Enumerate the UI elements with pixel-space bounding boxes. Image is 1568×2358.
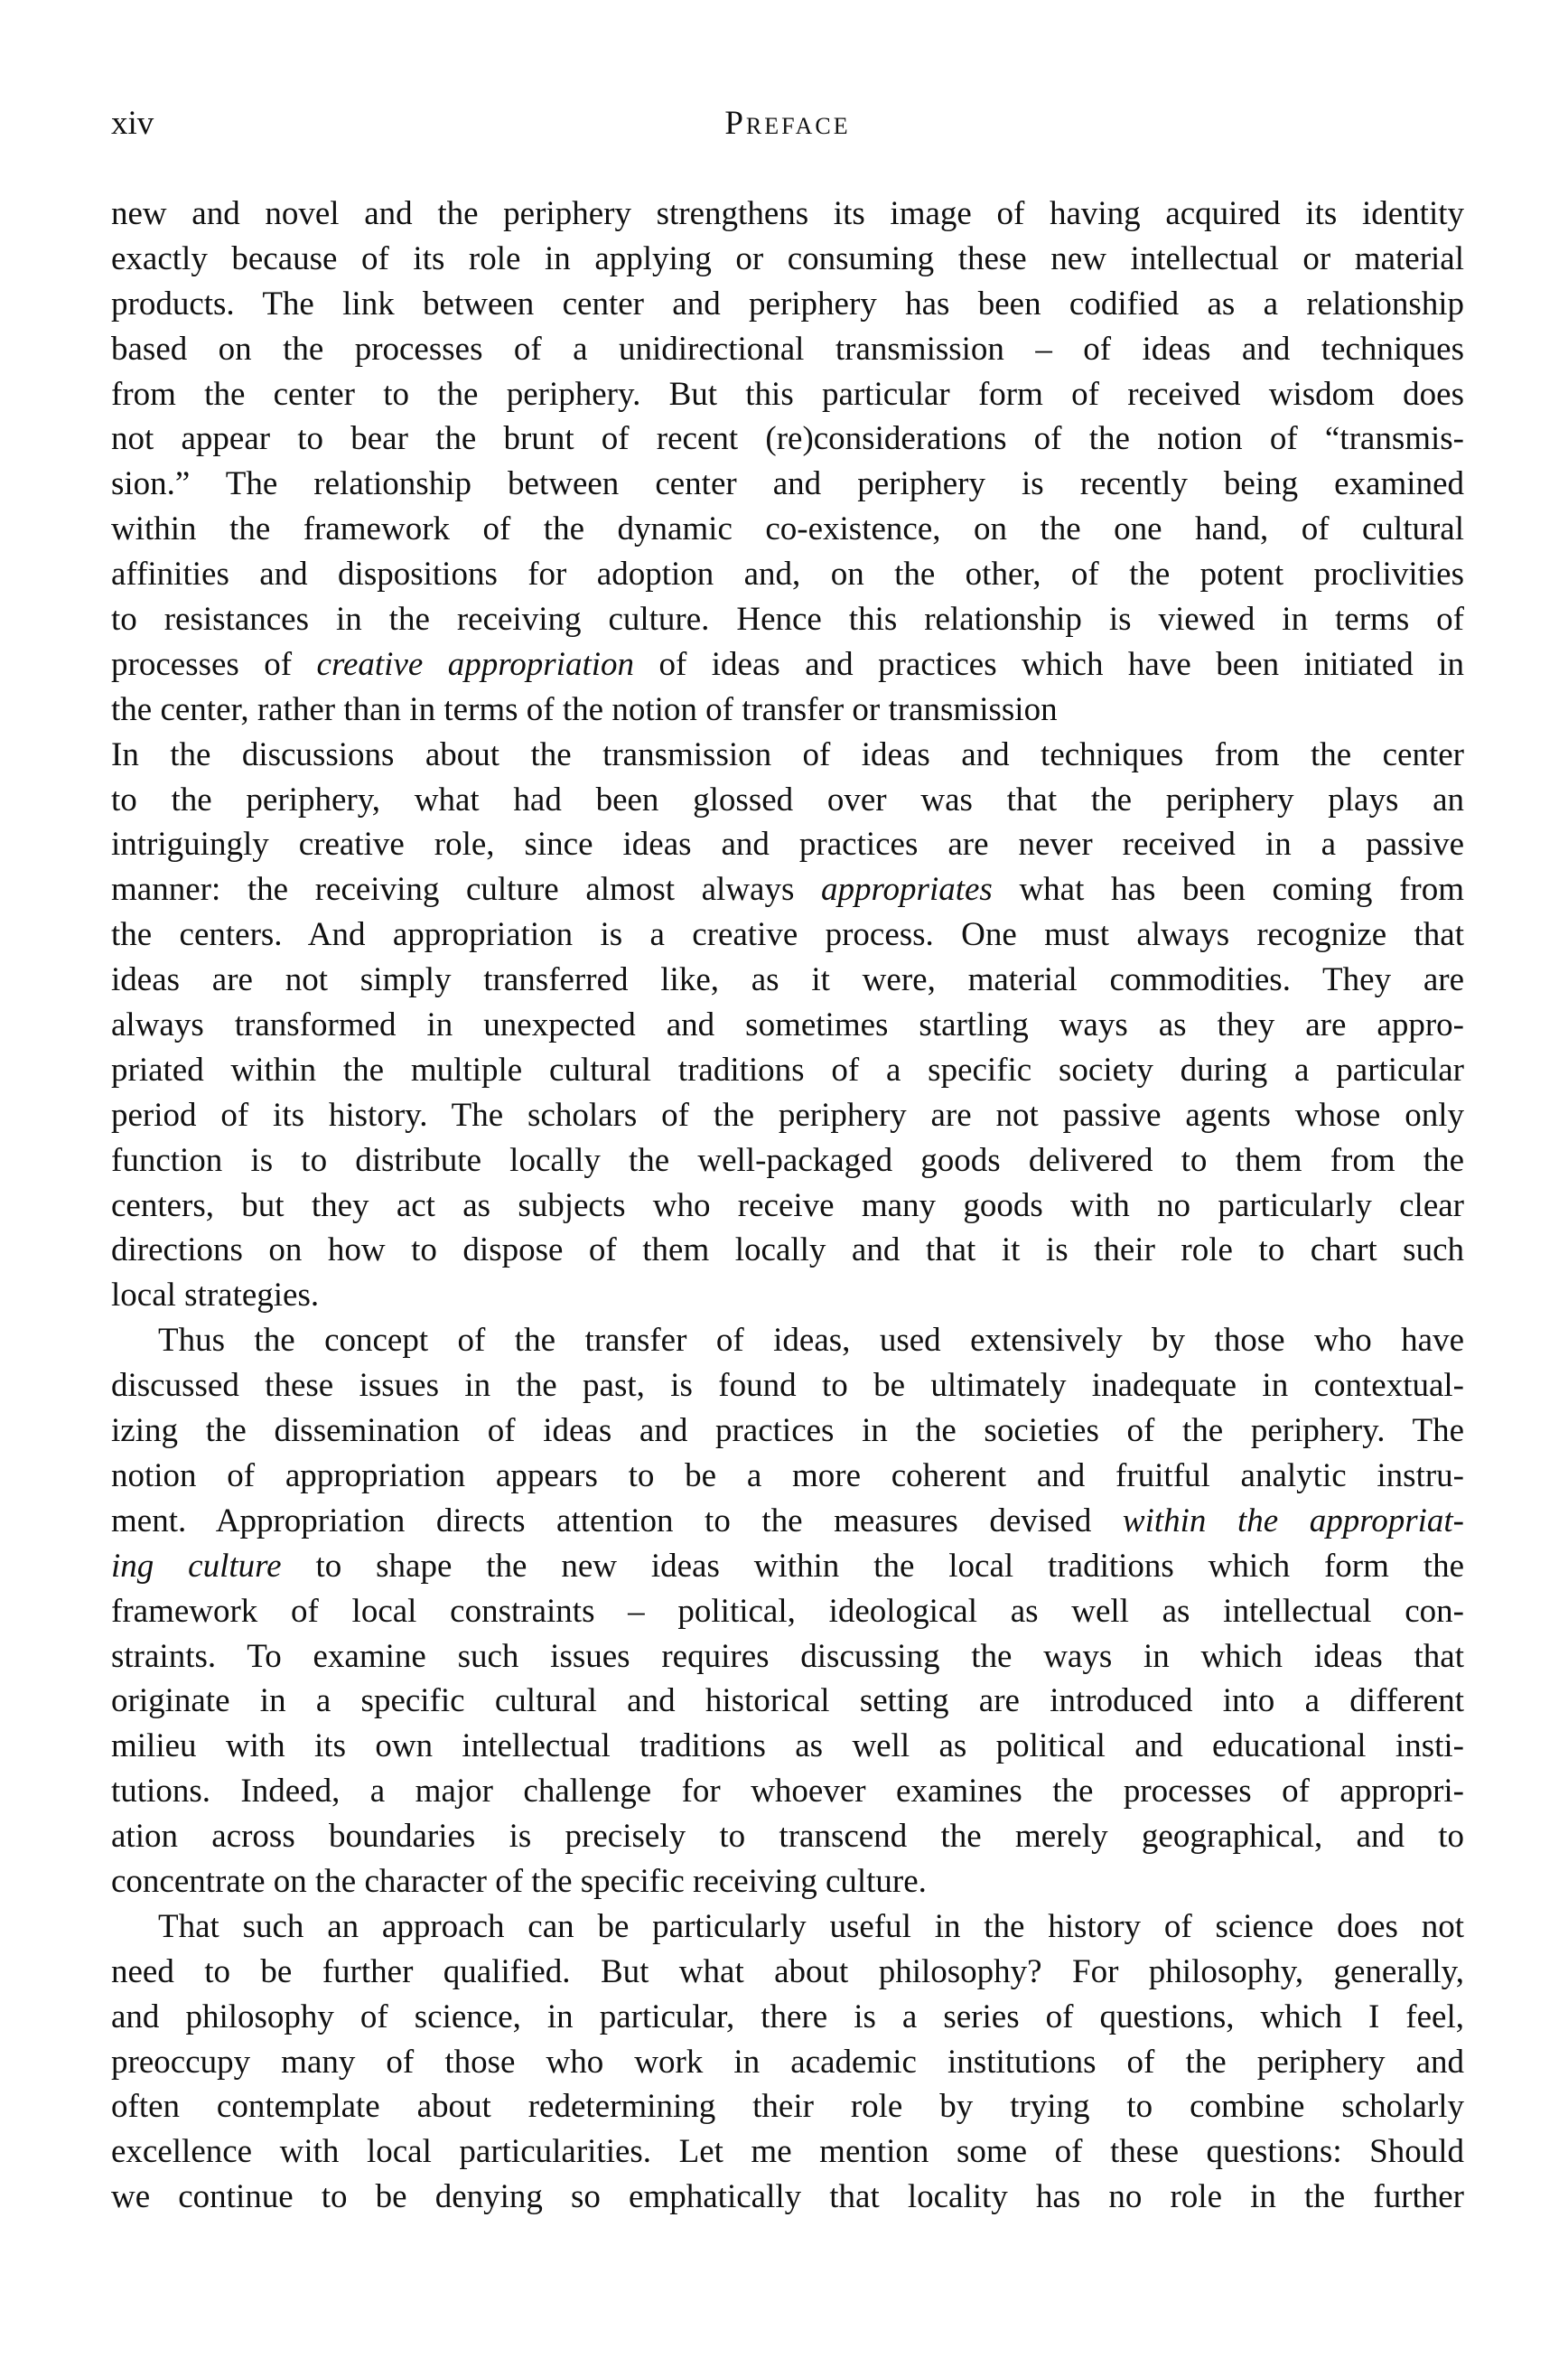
text-line: originate in a specific cultural and historical setting are introduced into a different [111,1682,1464,1720]
text-line: notion of appropriation appears to be a more coherent and fruitful analytic instru- [111,1456,1464,1494]
text-line: sion.” The relationship between center and periphery is recently being examined [111,465,1464,503]
text-line [111,867,1464,912]
paragraph [111,733,1464,1319]
text-line: from the center to the periphery. But this particular form of received wisdom does [111,375,1464,413]
text-line: directions on how to dispose of them locally and that it is their role to chart such [111,1231,1464,1269]
text-line: to the periphery, what had been glossed over was that the periphery plays an [111,781,1464,819]
running-title: Preface [724,105,851,142]
text-line: period of its history. The scholars of the periphery are not passive agents whose only [111,1096,1464,1134]
italic-text: within the appropriat- [1122,1502,1464,1539]
running-head [111,101,1464,146]
text-span: to shape the new ideas within the local traditions which form the [281,1547,1464,1585]
text-line: local strategies. [111,1277,320,1315]
text-span: ment. Appropriation directs attention to the measures devised [111,1502,1123,1539]
text-line: That such an approach can be particularly useful in the history of science does not [158,1907,1464,1945]
text-line: the centers. And appropriation is a creative process. One must always recognize that [111,916,1464,954]
text-line: products. The link between center and periphery has been codified as a relationship [111,285,1464,323]
text-line: we continue to be denying so emphatically that locality has no role in the further [111,2178,1464,2216]
text-line: function is to distribute locally the well-packaged goods delivered to them from the [111,1141,1464,1179]
text-line: preoccupy many of those who work in academic institutions of the periphery and [111,2043,1464,2081]
italic-text: ing culture [111,1547,282,1585]
text-line: centers, but they act as subjects who receive many goods with no particularly clear [111,1186,1464,1224]
text-line: not appear to bear the brunt of recent (re)considerations of the notion of “transmis- [111,420,1464,458]
text-line: priated within the multiple cultural traditions of a specific society during a particular [111,1051,1464,1089]
text-line: affinities and dispositions for adoption and, on the other, of the potent proclivities [111,556,1464,594]
text-span: manner: the receiving culture almost always [111,871,822,909]
text-line: ideas are not simply transferred like, as it were, material commodities. They are [111,961,1464,999]
text-line: within the framework of the dynamic co-existence, on the one hand, of cultural [111,510,1464,548]
text-line: milieu with its own intellectual traditions as well as political and educational insti- [111,1727,1464,1765]
text-line: often contemplate about redetermining their role by trying to combine scholarly [111,2088,1464,2126]
text-line: and philosophy of science, in particular, there is a series of questions, which I feel, [111,1998,1464,2035]
text-line: In the discussions about the transmission of ideas and techniques from the center [111,735,1464,773]
text-line [111,1544,1464,1589]
text-span: what has been coming from [992,871,1464,909]
text-line [111,642,1464,688]
text-line: ation across boundaries is precisely to transcend the merely geographical, and to [111,1818,1464,1856]
page-number: xiv [111,105,154,142]
body-text [111,192,1464,2220]
text-line: tutions. Indeed, a major challenge for whoever examines the processes of appropri- [111,1773,1464,1811]
text-line: concentrate on the character of the specific receiving culture. [111,1862,927,1900]
text-line: framework of local constraints – political, ideological as well as intellectual con- [111,1592,1464,1630]
text-line: need to be further qualified. But what about philosophy? For philosophy, generally, [111,1952,1464,1990]
text-line: discussed these issues in the past, is found to be ultimately inadequate in contextual- [111,1367,1464,1405]
paragraph [111,1904,1464,2220]
text-line: excellence with local particularities. Let me mention some of these questions: Should [111,2133,1464,2171]
text-line: based on the processes of a unidirectional transmission – of ideas and techniques [111,330,1464,368]
text-line: intriguingly creative role, since ideas and practices are never received in a passive [111,826,1464,864]
text-line: exactly because of its role in applying or consuming these new intellectual or material [111,239,1464,277]
text-line: straints. To examine such issues requires discussing the ways in which ideas that [111,1637,1464,1675]
text-line: the center, rather than in terms of the notion of transfer or transmission [111,690,1058,728]
text-line [111,1499,1464,1544]
paragraph [111,1318,1464,1904]
text-line: always transformed in unexpected and sometimes startling ways as they are appro- [111,1006,1464,1044]
italic-text: appropriates [821,871,993,909]
text-line: to resistances in the receiving culture. Hence this relationship is viewed in terms of [111,601,1464,639]
text-line: izing the dissemination of ideas and practices in the societies of the periphery. The [111,1412,1464,1450]
text-span: of ideas and practices which have been initiated in [634,645,1465,683]
text-span: processes of [111,645,317,683]
text-line: new and novel and the periphery strengthens its image of having acquired its identity [111,195,1464,232]
italic-text: creative appropriation [316,645,635,683]
paragraph [111,192,1464,733]
text-line: Thus the concept of the transfer of ideas, used extensively by those who have [158,1322,1464,1360]
